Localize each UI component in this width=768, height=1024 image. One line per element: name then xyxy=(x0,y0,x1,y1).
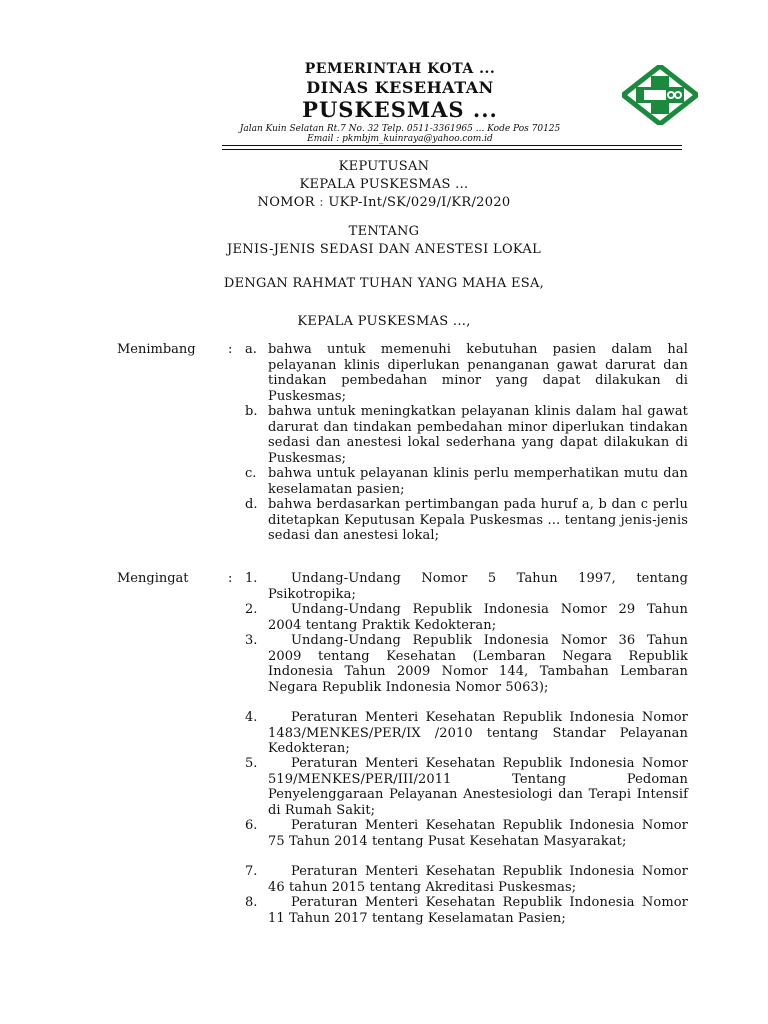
menimbang-label: Menimbang xyxy=(117,342,196,357)
item-text: Peraturan Menteri Kesehatan Republik Indonesia Nomor 75 Tahun 2014 tentang Pusat Kesehatan Masyarakat; xyxy=(268,818,688,849)
item-marker: 8. xyxy=(245,895,258,910)
decree-number xyxy=(0,194,768,212)
institution-name: PUSKESMAS ... xyxy=(302,97,498,122)
item-marker: 6. xyxy=(245,818,258,833)
item-marker: 4. xyxy=(245,710,258,725)
preamble: DENGAN RAHMAT TUHAN YANG MAHA ESA, xyxy=(223,276,545,291)
decree-title: KEPUTUSAN xyxy=(338,159,430,174)
subject-tentang: TENTANG xyxy=(348,224,420,239)
item-text: Undang-Undang Republik Indonesia Nomor 36 Tahun 2009 tentang Kesehatan (Lembaran Negara Republik Indonesia Tahun 2009 Nomor 144, Tambahan Lembaran Negara Republik Indonesia Nomor 5063); xyxy=(268,633,688,695)
signatory-title: KEPALA PUSKESMAS ..., xyxy=(297,314,471,329)
item-text: Peraturan Menteri Kesehatan Republik Indonesia Nomor 11 Tahun 2017 tentang Keselamatan Pasien; xyxy=(268,895,688,926)
item-marker: 7. xyxy=(245,864,258,879)
item-text: Undang-Undang Republik Indonesia Nomor 29 Tahun 2004 tentang Praktik Kedokteran; xyxy=(268,602,688,633)
item-text: Peraturan Menteri Kesehatan Republik Indonesia Nomor 46 tahun 2015 tentang Akreditasi Puskesmas; xyxy=(268,864,688,895)
institution-email: Email : pkmbjm_kuinraya@yahoo.com.id xyxy=(307,134,493,144)
item-marker: b. xyxy=(245,404,258,419)
government-name: PEMERINTAH KOTA ... xyxy=(304,61,496,77)
item-marker: d. xyxy=(245,497,258,512)
letterhead xyxy=(0,58,768,148)
mengingat-colon: : xyxy=(228,571,233,586)
letterhead-rule-thick xyxy=(222,145,682,146)
decree-subject xyxy=(0,223,768,259)
item-text: Peraturan Menteri Kesehatan Republik Indonesia Nomor 519/MENKES/PER/III/2011 Tentang Pedoman Penyelenggaraan Pelayanan Anestesiologi dan Terapi Intensif di Rumah Sakit; xyxy=(268,756,688,818)
item-text: bahwa untuk memenuhi kebutuhan pasien dalam hal pelayanan klinis diperlukan penanganan gawat darurat dan tindakan pembedahan minor yang dapat dilakukan di Puskesmas; xyxy=(268,342,688,404)
letterhead-rule-thin xyxy=(222,149,682,150)
decree-number-separator: : xyxy=(319,195,324,210)
mengingat-label: Mengingat xyxy=(117,571,189,586)
item-marker: a. xyxy=(245,342,257,357)
item-text: Peraturan Menteri Kesehatan Republik Indonesia Nomor 1483/MENKES/PER/IX /2010 tentang Standar Pelayanan Kedokteran; xyxy=(268,710,688,756)
item-marker: 3. xyxy=(245,633,258,648)
decree-issuer: KEPALA PUSKESMAS ... xyxy=(299,177,469,192)
menimbang-colon: : xyxy=(228,342,233,357)
puskesmas-logo-icon xyxy=(622,65,698,125)
item-marker: 5. xyxy=(245,756,258,771)
decree-number-label: NOMOR xyxy=(257,195,315,210)
item-text: bahwa untuk meningkatkan pelayanan klinis dalam hal gawat darurat dan tindakan pembedahan minor diperlukan tindakan sedasi dan anestesi lokal sederhana yang dapat dilakukan di Puskesmas; xyxy=(268,404,688,466)
item-marker: c. xyxy=(245,466,257,481)
decree-number-value: UKP-Int/SK/029/I/KR/2020 xyxy=(328,195,511,210)
department-name: DINAS KESEHATAN xyxy=(306,78,494,97)
letterhead-text xyxy=(190,62,610,144)
item-marker: 1. xyxy=(245,571,258,586)
subject-title: JENIS-JENIS SEDASI DAN ANESTESI LOKAL xyxy=(226,242,542,257)
item-text: bahwa berdasarkan pertimbangan pada huruf a, b dan c perlu ditetapkan Keputusan Kepala Puskesmas ... tentang jenis-jenis sedasi dan anestesi lokal; xyxy=(268,497,688,543)
item-text: bahwa untuk pelayanan klinis perlu memperhatikan mutu dan keselamatan pasien; xyxy=(268,466,688,497)
item-text: Undang-Undang Nomor 5 Tahun 1997, tentang Psikotropika; xyxy=(268,571,688,602)
decree-heading xyxy=(0,158,768,212)
institution-address: Jalan Kuin Selatan Rt.7 No. 32 Telp. 0511-3361965 ... Kode Pos 70125 xyxy=(239,124,561,134)
item-marker: 2. xyxy=(245,602,258,617)
